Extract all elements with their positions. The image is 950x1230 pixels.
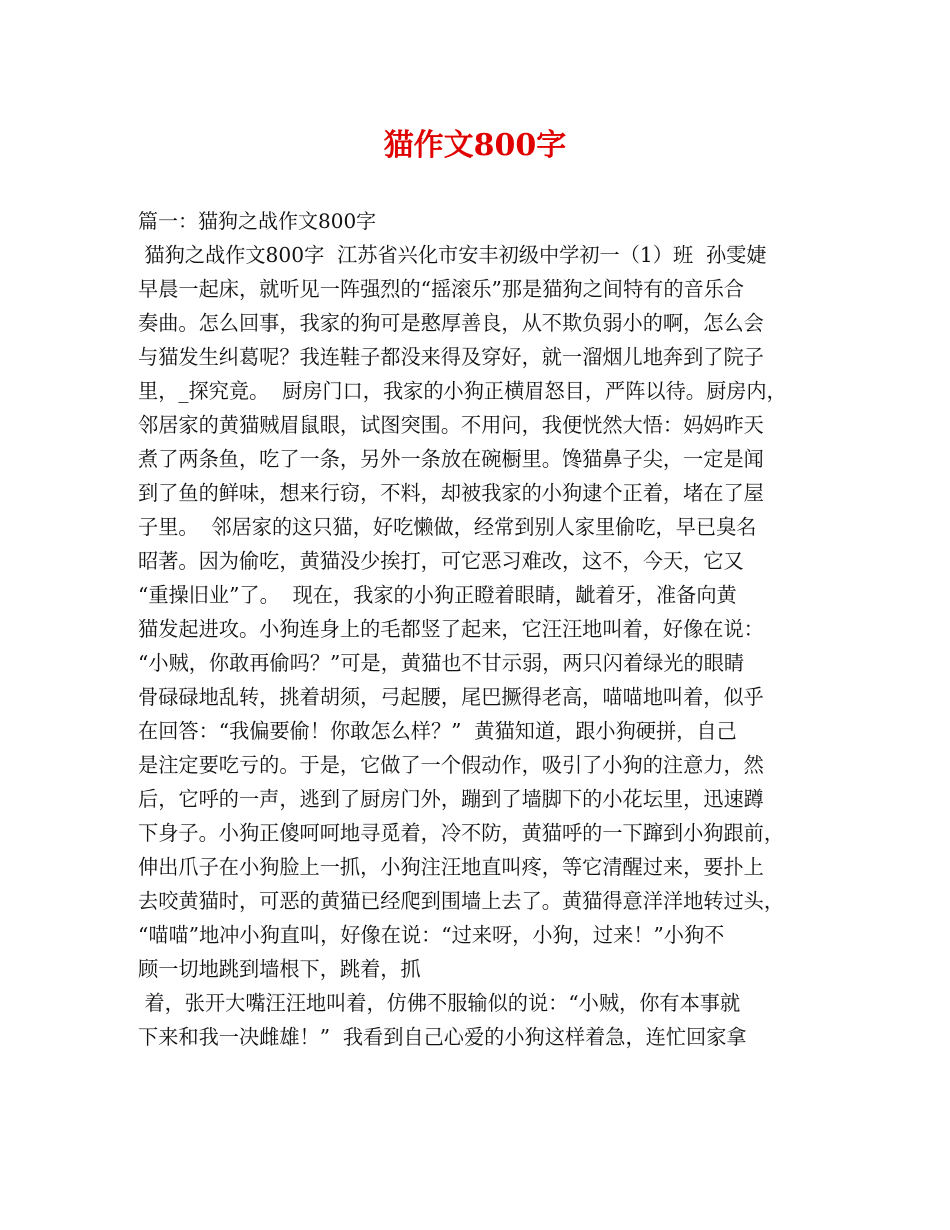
text-line: 到了鱼的鲜味，想来行窃，不料，却被我家的小狗逮个正着，堵在了屋 xyxy=(138,481,764,505)
text-line: “重操旧业”了。 现在，我家的小狗正瞪着眼睛，龇着牙，准备向黄 xyxy=(138,583,737,607)
text-line: 骨碌碌地乱转，挑着胡须，弓起腰，尾巴撅得老高，喵喵地叫着，似乎 xyxy=(138,685,764,709)
document-title: 猫作文800字 xyxy=(383,128,567,163)
text-line: 与猫发生纠葛呢？我连鞋子都没来得及穿好，就一溜烟儿地奔到了院子 xyxy=(138,345,764,369)
text-line: 顾一切地跳到墙根下，跳着，抓 xyxy=(138,957,421,981)
text-line: 子里。 邻居家的这只猫，好吃懒做，经常到别人家里偷吃，早已臭名 xyxy=(138,515,757,539)
text-line: “小贼，你敢再偷吗？”可是，黄猫也不甘示弱，两只闪着绿光的眼睛 xyxy=(138,651,745,675)
text-line: 邻居家的黄猫贼眉鼠眼，试图突围。不用问，我便恍然大悟：妈妈昨天 xyxy=(138,413,764,437)
text-line: 后，它呼的一声，逃到了厨房门外，蹦到了墙脚下的小花坛里，迅速蹲 xyxy=(138,787,764,811)
text-line: 伸出爪子在小狗脸上一抓，小狗注汪地直叫疼，等它清醒过来，要扑上 xyxy=(138,855,764,879)
body-text xyxy=(138,238,828,1054)
text-line: 猫发起进攻。小狗连身上的毛都竖了起来，它汪汪地叫着，好像在说： xyxy=(138,617,764,641)
text-line: 下来和我一决雌雄！” 我看到自己心爱的小狗这样着急，连忙回家拿 xyxy=(138,1025,747,1049)
section-heading: 篇一：猫狗之战作文800字 xyxy=(138,209,377,233)
text-line: 早晨一起床，就听见一阵强烈的“摇滚乐”那是猫狗之间特有的音乐合 xyxy=(138,277,745,301)
text-line: 去咬黄猫时，可恶的黄猫已经爬到围墙上去了。黄猫得意洋洋地转过头， xyxy=(138,889,785,913)
text-line: 着，张开大嘴汪汪地叫着，仿佛不服输似的说：“小贼，你有本事就 xyxy=(138,991,741,1015)
text-line: “喵喵”地冲小狗直叫，好像在说：“过来呀，小狗，过来！”小狗不 xyxy=(138,923,725,947)
text-line: 里，_探究竟。 厨房门口，我家的小狗正横眉怒目，严阵以待。厨房内， xyxy=(138,379,787,403)
text-line: 昭著。因为偷吃，黄猫没少挨打，可它恶习难改，这不，今天，它又 xyxy=(138,549,744,573)
text-line: 煮了两条鱼，吃了一条，另外一条放在碗橱里。馋猫鼻子尖，一定是闻 xyxy=(138,447,764,471)
text-line: 奏曲。怎么回事，我家的狗可是憨厚善良，从不欺负弱小的啊，怎么会 xyxy=(138,311,764,335)
text-line: 下身子。小狗正傻呵呵地寻觅着，冷不防，黄猫呼的一下蹿到小狗跟前， xyxy=(138,821,785,845)
text-line: 是注定要吃亏的。于是，它做了一个假动作，吸引了小狗的注意力，然 xyxy=(138,753,764,777)
text-line: 猫狗之战作文800字 江苏省兴化市安丰初级中学初一（1）班 孙雯婕 xyxy=(138,243,767,267)
text-line: 在回答：“我偏要偷！你敢怎么样？” 黄猫知道，跟小狗硬拼，自己 xyxy=(138,719,737,743)
